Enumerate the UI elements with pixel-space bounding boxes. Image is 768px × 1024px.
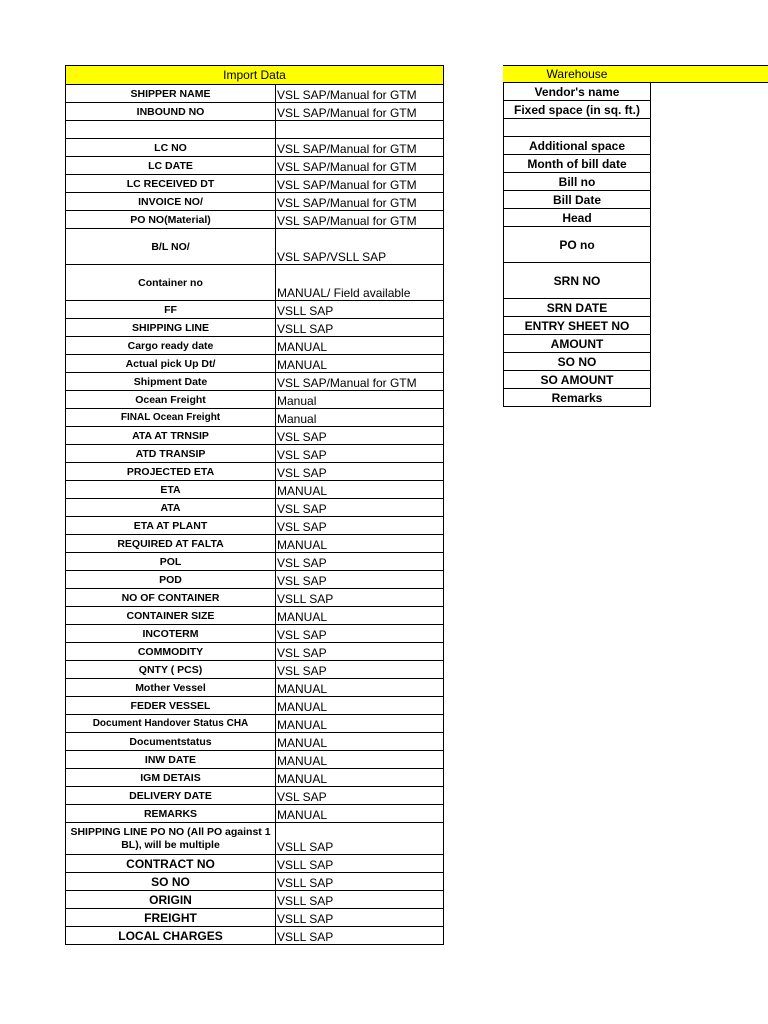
import-field-source: MANUAL bbox=[276, 481, 444, 499]
import-field-name: REQUIRED AT FALTA bbox=[66, 535, 276, 553]
warehouse-row bbox=[504, 83, 651, 101]
import-field-name: INBOUND NO bbox=[66, 103, 276, 121]
import-field-source: VSL SAP bbox=[276, 625, 444, 643]
import-header-row bbox=[66, 66, 444, 85]
import-row bbox=[66, 873, 444, 891]
import-field-name: PO NO(Material) bbox=[66, 211, 276, 229]
warehouse-field-name: Head bbox=[504, 209, 651, 227]
import-field-name: ATA AT TRNSIP bbox=[66, 427, 276, 445]
import-field-name: SHIPPING LINE bbox=[66, 319, 276, 337]
import-field-source: MANUAL bbox=[276, 607, 444, 625]
import-row bbox=[66, 679, 444, 697]
warehouse-row bbox=[504, 101, 651, 119]
import-field-source: MANUAL bbox=[276, 355, 444, 373]
import-row bbox=[66, 805, 444, 823]
warehouse-row bbox=[504, 173, 651, 191]
import-field-name: SHIPPER NAME bbox=[66, 85, 276, 103]
import-field-name: Shipment Date bbox=[66, 373, 276, 391]
import-field-name: QNTY ( PCS) bbox=[66, 661, 276, 679]
import-row bbox=[66, 427, 444, 445]
import-row bbox=[66, 517, 444, 535]
import-field-source: MANUAL bbox=[276, 751, 444, 769]
import-field-name: ETA bbox=[66, 481, 276, 499]
import-row bbox=[66, 229, 444, 265]
import-field-source: VSL SAP bbox=[276, 643, 444, 661]
import-field-source: Manual bbox=[276, 409, 444, 427]
warehouse-table bbox=[503, 82, 651, 407]
import-field-source: MANUAL bbox=[276, 697, 444, 715]
import-row bbox=[66, 409, 444, 427]
import-row bbox=[66, 571, 444, 589]
import-row bbox=[66, 625, 444, 643]
import-row bbox=[66, 121, 444, 139]
warehouse-field-name: Month of bill date bbox=[504, 155, 651, 173]
import-field-source: MANUAL bbox=[276, 679, 444, 697]
import-field-name: SO NO bbox=[66, 873, 276, 891]
import-field-source: VSLL SAP bbox=[276, 301, 444, 319]
import-field-name: REMARKS bbox=[66, 805, 276, 823]
import-row bbox=[66, 823, 444, 855]
import-row bbox=[66, 553, 444, 571]
warehouse-field-name: ENTRY SHEET NO bbox=[504, 317, 651, 335]
import-field-name: Container no bbox=[66, 265, 276, 301]
warehouse-header bbox=[503, 65, 768, 83]
import-field-source: VSL SAP bbox=[276, 427, 444, 445]
import-row bbox=[66, 855, 444, 873]
warehouse-row bbox=[504, 155, 651, 173]
import-field-name: SHIPPING LINE PO NO (All PO against 1 BL), will be multiple bbox=[66, 823, 276, 855]
warehouse-field-name: SO NO bbox=[504, 353, 651, 371]
import-field-name: LOCAL CHARGES bbox=[66, 927, 276, 945]
import-field-source: VSL SAP/Manual for GTM bbox=[276, 373, 444, 391]
import-row bbox=[66, 139, 444, 157]
import-field-source: VSLL SAP bbox=[276, 873, 444, 891]
import-field-source: VSLL SAP bbox=[276, 909, 444, 927]
import-field-source: MANUAL bbox=[276, 535, 444, 553]
import-row bbox=[66, 445, 444, 463]
import-field-source: VSL SAP/Manual for GTM bbox=[276, 139, 444, 157]
import-field-source: MANUAL bbox=[276, 733, 444, 751]
warehouse-row bbox=[504, 353, 651, 371]
import-field-source bbox=[276, 121, 444, 139]
import-row bbox=[66, 909, 444, 927]
import-row bbox=[66, 643, 444, 661]
import-field-name: LC NO bbox=[66, 139, 276, 157]
import-field-name: B/L NO/ bbox=[66, 229, 276, 265]
warehouse-row bbox=[504, 335, 651, 353]
warehouse-row bbox=[504, 209, 651, 227]
warehouse-field-name: Fixed space (in sq. ft.) bbox=[504, 101, 651, 119]
import-row bbox=[66, 697, 444, 715]
import-row bbox=[66, 103, 444, 121]
warehouse-field-name: SRN NO bbox=[504, 263, 651, 299]
import-field-name: FINAL Ocean Freight bbox=[66, 409, 276, 427]
import-field-name: Cargo ready date bbox=[66, 337, 276, 355]
import-field-source: VSL SAP bbox=[276, 553, 444, 571]
import-field-source: VSLL SAP bbox=[276, 855, 444, 873]
import-row bbox=[66, 481, 444, 499]
import-row bbox=[66, 891, 444, 909]
warehouse-row bbox=[504, 119, 651, 137]
import-field-source: VSLL SAP bbox=[276, 823, 444, 855]
import-field-name: INCOTERM bbox=[66, 625, 276, 643]
import-row bbox=[66, 751, 444, 769]
import-row bbox=[66, 589, 444, 607]
import-field-source: VSL SAP/Manual for GTM bbox=[276, 175, 444, 193]
import-row bbox=[66, 787, 444, 805]
warehouse-field-name: Additional space bbox=[504, 137, 651, 155]
import-row bbox=[66, 85, 444, 103]
warehouse-field-name bbox=[504, 119, 651, 137]
import-row bbox=[66, 211, 444, 229]
import-field-name: COMMODITY bbox=[66, 643, 276, 661]
import-field-name bbox=[66, 121, 276, 139]
import-field-name: LC RECEIVED DT bbox=[66, 175, 276, 193]
import-field-name: PROJECTED ETA bbox=[66, 463, 276, 481]
import-data-header: Import Data bbox=[66, 66, 444, 85]
import-field-source: VSL SAP bbox=[276, 661, 444, 679]
import-row bbox=[66, 337, 444, 355]
warehouse-header-label: Warehouse bbox=[546, 67, 608, 81]
warehouse-field-name: SRN DATE bbox=[504, 299, 651, 317]
import-field-source: VSL SAP bbox=[276, 499, 444, 517]
import-field-name: FEDER VESSEL bbox=[66, 697, 276, 715]
import-field-source: VSL SAP bbox=[276, 571, 444, 589]
import-row bbox=[66, 733, 444, 751]
warehouse-row bbox=[504, 263, 651, 299]
import-row bbox=[66, 301, 444, 319]
import-field-name: INW DATE bbox=[66, 751, 276, 769]
import-field-source: VSLL SAP bbox=[276, 589, 444, 607]
warehouse-row bbox=[504, 227, 651, 263]
import-field-name: INVOICE NO/ bbox=[66, 193, 276, 211]
import-field-name: CONTAINER SIZE bbox=[66, 607, 276, 625]
import-field-name: Ocean Freight bbox=[66, 391, 276, 409]
warehouse-field-name: AMOUNT bbox=[504, 335, 651, 353]
import-row bbox=[66, 175, 444, 193]
warehouse-field-name: Bill Date bbox=[504, 191, 651, 209]
warehouse-field-name: Bill no bbox=[504, 173, 651, 191]
import-row bbox=[66, 661, 444, 679]
import-field-name: ORIGIN bbox=[66, 891, 276, 909]
warehouse-row bbox=[504, 299, 651, 317]
import-row bbox=[66, 319, 444, 337]
import-row bbox=[66, 927, 444, 945]
import-field-name: ATA bbox=[66, 499, 276, 517]
warehouse-field-name: Vendor's name bbox=[504, 83, 651, 101]
import-field-name: FREIGHT bbox=[66, 909, 276, 927]
import-field-source: VSL SAP/Manual for GTM bbox=[276, 211, 444, 229]
import-row bbox=[66, 373, 444, 391]
import-field-source: VSL SAP bbox=[276, 787, 444, 805]
import-field-name: Mother Vessel bbox=[66, 679, 276, 697]
import-field-source: MANUAL bbox=[276, 337, 444, 355]
import-field-name: DELIVERY DATE bbox=[66, 787, 276, 805]
import-field-name: NO OF CONTAINER bbox=[66, 589, 276, 607]
warehouse-field-name: PO no bbox=[504, 227, 651, 263]
import-row bbox=[66, 391, 444, 409]
import-field-source: MANUAL bbox=[276, 715, 444, 733]
import-field-name: ETA AT PLANT bbox=[66, 517, 276, 535]
import-field-name: Documentstatus bbox=[66, 733, 276, 751]
import-field-name: ATD TRANSIP bbox=[66, 445, 276, 463]
import-field-source: MANUAL bbox=[276, 769, 444, 787]
import-field-source: VSL SAP/Manual for GTM bbox=[276, 157, 444, 175]
import-field-name: LC DATE bbox=[66, 157, 276, 175]
import-field-source: VSL SAP bbox=[276, 463, 444, 481]
import-field-name: CONTRACT NO bbox=[66, 855, 276, 873]
import-field-source: VSL SAP bbox=[276, 445, 444, 463]
import-row bbox=[66, 355, 444, 373]
warehouse-row bbox=[504, 371, 651, 389]
import-row bbox=[66, 535, 444, 553]
import-row bbox=[66, 607, 444, 625]
import-field-name: POD bbox=[66, 571, 276, 589]
import-row bbox=[66, 157, 444, 175]
import-field-name: Actual pick Up Dt/ bbox=[66, 355, 276, 373]
import-field-source: VSL SAP/VSLL SAP bbox=[276, 229, 444, 265]
warehouse-row bbox=[504, 137, 651, 155]
import-row bbox=[66, 193, 444, 211]
import-field-name: FF bbox=[66, 301, 276, 319]
import-row bbox=[66, 463, 444, 481]
import-data-table bbox=[65, 65, 444, 945]
import-field-source: VSL SAP/Manual for GTM bbox=[276, 193, 444, 211]
import-field-name: Document Handover Status CHA bbox=[66, 715, 276, 733]
import-row bbox=[66, 499, 444, 517]
import-row bbox=[66, 715, 444, 733]
import-field-source: MANUAL/ Field available bbox=[276, 265, 444, 301]
import-field-source: MANUAL bbox=[276, 805, 444, 823]
warehouse-row bbox=[504, 389, 651, 407]
import-field-source: VSL SAP/Manual for GTM bbox=[276, 85, 444, 103]
warehouse-row bbox=[504, 317, 651, 335]
import-field-source: VSL SAP/Manual for GTM bbox=[276, 103, 444, 121]
warehouse-field-name: Remarks bbox=[504, 389, 651, 407]
import-field-source: Manual bbox=[276, 391, 444, 409]
import-field-source: VSLL SAP bbox=[276, 891, 444, 909]
import-field-source: VSLL SAP bbox=[276, 927, 444, 945]
import-field-source: VSLL SAP bbox=[276, 319, 444, 337]
warehouse-row bbox=[504, 191, 651, 209]
import-field-source: VSL SAP bbox=[276, 517, 444, 535]
import-field-name: IGM DETAIS bbox=[66, 769, 276, 787]
import-field-name: POL bbox=[66, 553, 276, 571]
import-row bbox=[66, 769, 444, 787]
import-row bbox=[66, 265, 444, 301]
warehouse-field-name: SO AMOUNT bbox=[504, 371, 651, 389]
